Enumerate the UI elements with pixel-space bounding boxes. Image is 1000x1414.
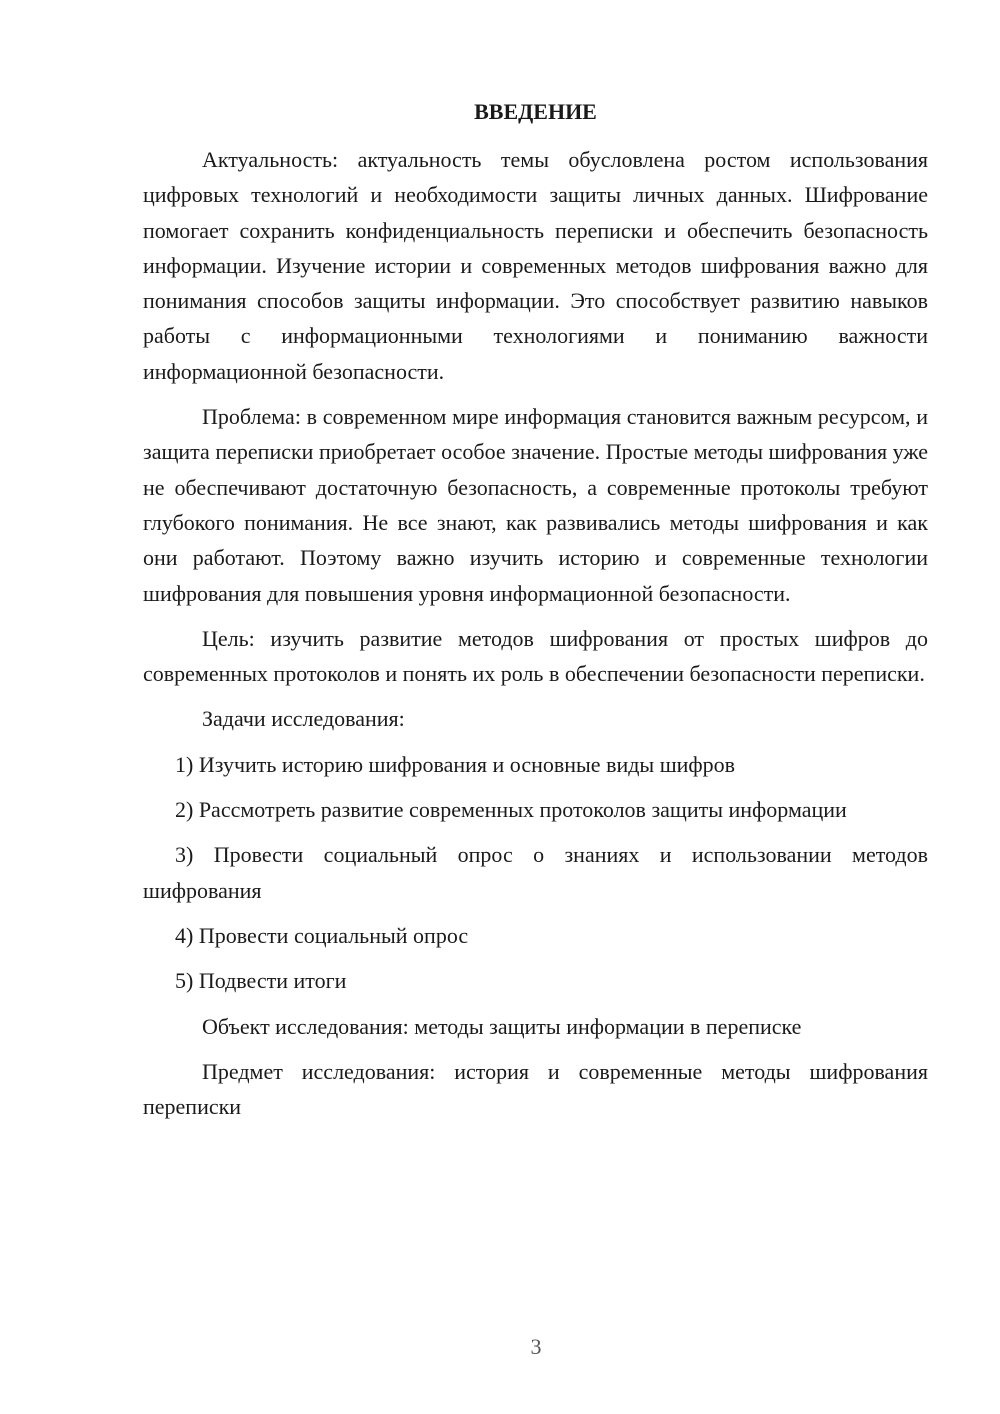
relevance-paragraph: Актуальность: актуальность темы обусловлена ростом использования цифровых технологий и необходимости защиты личных данных. Шифрование помогает сохранить конфиденциальность переписки и обеспечить безопасность информации. Изучение истории и современных методов шифрования важно для понимания способов защиты информации. Это способствует развитию навыков работы с информационными технологиями и пониманию важности информационной безопасности. — [143, 147, 928, 384]
task-item-2: 2) Рассмотреть развитие современных протоколов защиты информации — [175, 797, 847, 823]
page-number: 3 — [530, 1334, 542, 1359]
tasks-title: Задачи исследования: — [202, 706, 405, 732]
task-item-1: 1) Изучить историю шифрования и основные виды шифров — [175, 751, 736, 777]
research-subject-paragraph: Предмет исследования: история и современные методы шифрования переписки — [143, 1058, 928, 1120]
research-object-paragraph: Объект исследования: методы защиты информации в переписке — [202, 1013, 802, 1039]
goal-paragraph: Цель: изучить развитие методов шифрования от простых шифров до современных протоколов и понять их роль в обеспечении безопасности переписки. — [143, 625, 928, 687]
problem-paragraph: Проблема: в современном мире информация становится важным ресурсом, и защита переписки приобретает особое значение. Простые методы шифрования уже не обеспечивают достаточную безопасность, а современные протоколы требуют глубокого понимания. Не все знают, как развивались методы шифрования и как они работают. Поэтому важно изучить историю и современные технологии шифрования для повышения уровня информационной безопасности. — [143, 404, 928, 606]
task-item-5: 5) Подвести итоги — [175, 968, 347, 994]
section-heading: ВВЕДЕНИЕ — [474, 99, 597, 124]
task-item-4: 4) Провести социальный опрос — [175, 922, 469, 948]
task-item-3: 3) Провести социальный опрос о знаниях и использовании методов шифрования — [143, 842, 928, 903]
page-content — [143, 94, 928, 1134]
